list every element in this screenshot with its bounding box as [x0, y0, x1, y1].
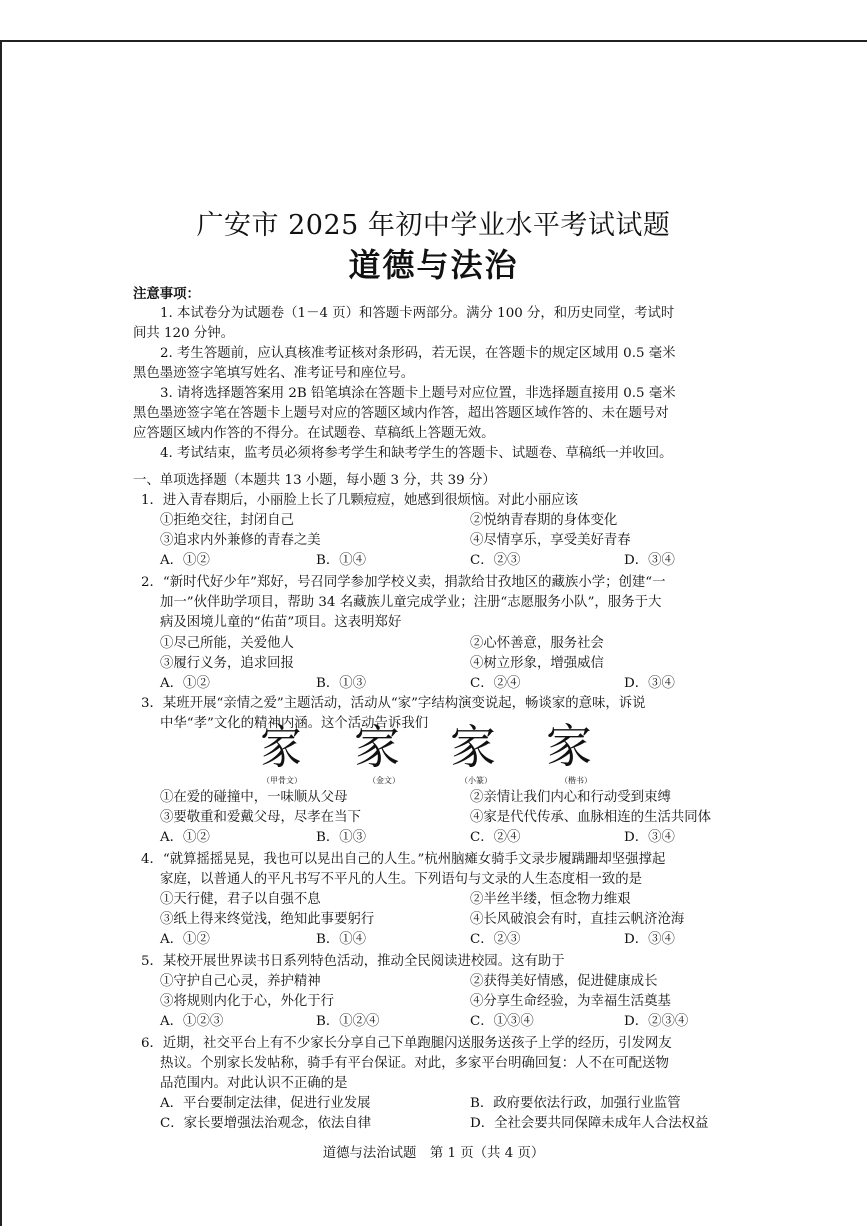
- figure-label: （小篆）: [460, 776, 492, 785]
- choice: D．③④: [624, 932, 675, 947]
- question-stem: 病及困境儿童的“佑苗”项目。这表明郑好: [160, 615, 402, 630]
- page-footer: 道德与法治试题 第 1 页（共 4 页）: [322, 1146, 545, 1161]
- question-stem: 家庭，以普通人的平凡书写不平凡的人生。下列语句与文录的人生态度相一致的是: [160, 872, 643, 887]
- question-stem: 3．某班开展“亲情之爱”主题活动，活动从“家”字结构演变说起，畅谈家的意味，诉说: [141, 696, 646, 711]
- choice: B．①③: [316, 676, 367, 691]
- choice: B．政府要依法行政，加强行业监管: [470, 1096, 681, 1111]
- statement: ③纸上得来终觉浅，绝知此事要躬行: [160, 912, 375, 927]
- statement: ④分享生命经验，为幸福生活奠基: [470, 994, 671, 1009]
- statement: ④长风破浪会有时，直挂云帆济沧海: [470, 912, 685, 927]
- statement: ①天行健，君子以自强不息: [160, 892, 321, 907]
- question-stem: 4．“就算摇摇晃晃，我也可以晃出自己的人生。”杭州脑瘫女骑手文录步履蹒跚却坚强撑起: [141, 852, 666, 867]
- statement: ②半丝半缕，恒念物力维艰: [470, 892, 631, 907]
- question-stem: 5．某校开展世界读书日系列特色活动，推动全民阅读进校园。这有助于: [141, 954, 565, 969]
- choice: A．①②: [160, 676, 210, 691]
- choice: A．①②: [160, 830, 210, 845]
- choice: C．②④: [470, 676, 521, 691]
- statement: ③要敬重和爱戴父母，尽孝在当下: [160, 810, 361, 825]
- question-stem: 6．近期，社交平台上有不少家长分享自己下单跑腿闪送服务送孩子上学的经历，引发网友: [141, 1036, 672, 1051]
- notice-line: 4. 考试结束，监考员必须将参考学生和缺考学生的答题卡、试题卷、草稿纸一并收回。: [160, 446, 673, 461]
- exam-subject: 道德与法治: [348, 246, 519, 284]
- statement: ②亲情让我们内心和行动受到束缚: [470, 790, 671, 805]
- question-stem: 中华“孝”文化的精神内涵。这个活动告诉我们: [160, 716, 429, 731]
- question-stem: 2．“新时代好少年”郑好，号召同学参加学校义卖，捐款给甘孜地区的藏族小学；创建“一: [141, 575, 666, 590]
- statement: ③追求内外兼修的青春之美: [160, 533, 321, 548]
- notice-line: 黑色墨迹签字笔填写姓名、准考证号和座位号。: [133, 366, 415, 381]
- page-border-top: [0, 40, 867, 42]
- seal-script-character: 家: [450, 720, 496, 774]
- statement: ③履行义务，追求回报: [160, 656, 294, 671]
- oracle-bone-character: 家: [260, 720, 302, 774]
- notice-line: 1. 本试卷分为试题卷（1－4 页）和答题卡两部分。满分 100 分，和历史同堂，考试时: [160, 306, 675, 321]
- choice: A．①②: [160, 932, 210, 947]
- choice: D．②③④: [624, 1014, 689, 1029]
- choice: D．③④: [624, 676, 675, 691]
- statement: ①守护自己心灵，养护精神: [160, 974, 321, 989]
- exam-title: 广安市 2025 年初中学业水平考试试题: [196, 210, 671, 241]
- statement: ②获得美好情感，促进健康成长: [470, 974, 658, 989]
- choice: D．全社会要共同保障未成年人合法权益: [470, 1116, 709, 1131]
- notice-line: 黑色墨迹签字笔在答题卡上题号对应的答题区域内作答，超出答题区域作答的、未在题号对: [133, 406, 669, 421]
- notice-line: 应答题区域内作答的不得分。在试题卷、草稿纸上答题无效。: [133, 426, 495, 441]
- figure-label: （甲骨文）: [262, 776, 302, 785]
- notice-line: 2. 考生答题前，应认真核准考证核对条形码，若无误，在答题卡的规定区域用 0.5 毫米: [160, 346, 676, 361]
- choice: B．①②④: [316, 1014, 380, 1029]
- figure-label: （楷书）: [560, 776, 592, 785]
- notice-line: 3. 请将选择题答案用 2B 铅笔填涂在答题卡上题号对应位置，非选择题直接用 0.5 毫米: [160, 386, 676, 401]
- choice: B．①③: [316, 830, 367, 845]
- character-evolution-figure: [258, 720, 618, 792]
- choice: C．①③④: [470, 1014, 534, 1029]
- question-stem: 加一”伙伴助学项目，帮助 34 名藏族儿童完成学业；注册“志愿服务小队”，服务于大: [160, 595, 662, 610]
- choice: C．②③: [470, 932, 521, 947]
- statement: ④尽情享乐，享受美好青春: [470, 533, 631, 548]
- question-stem: 品范围内。对此认识不正确的是: [160, 1076, 348, 1091]
- statement: ②心怀善意，服务社会: [470, 636, 604, 651]
- regular-script-character: 家: [546, 721, 592, 772]
- statement: ①尽己所能，关爱他人: [160, 636, 294, 651]
- question-stem: 1．进入青春期后，小丽脸上长了几颗痘痘，她感到很烦恼。对此小丽应该: [141, 493, 579, 508]
- choice: D．③④: [624, 830, 675, 845]
- choice: C．家长要增强法治观念，依法自律: [160, 1116, 372, 1131]
- choice: C．②④: [470, 830, 521, 845]
- statement: ④家是代代传承、血脉相连的生活共同体: [470, 810, 712, 825]
- choice: A．平台要制定法律，促进行业发展: [160, 1096, 371, 1111]
- notice-line: 间共 120 分钟。: [133, 326, 235, 341]
- statement: ②悦纳青春期的身体变化: [470, 513, 618, 528]
- choice: A．①②③: [160, 1014, 224, 1029]
- question-stem: 热议。个别家长发帖称，骑手有平台保证。对此，多家平台明确回复：人不在可配送物: [160, 1056, 669, 1071]
- choice: D．③④: [624, 553, 675, 568]
- figure-label: （金文）: [368, 776, 400, 785]
- notice-heading: 注意事项：: [133, 286, 200, 302]
- statement: ③将规则内化于心，外化于行: [160, 994, 335, 1009]
- choice: B．①④: [316, 553, 367, 568]
- bronze-script-character: 家: [354, 720, 400, 774]
- statement: ①在爱的碰撞中，一味顺从父母: [160, 790, 348, 805]
- statement: ①拒绝交往，封闭自己: [160, 513, 294, 528]
- choice: C．②③: [470, 553, 521, 568]
- choice: A．①②: [160, 553, 210, 568]
- choice: B．①④: [316, 932, 367, 947]
- section-heading: 一、单项选择题（本题共 13 小题，每小题 3 分，共 39 分）: [133, 473, 496, 488]
- statement: ④树立形象，增强威信: [470, 656, 604, 671]
